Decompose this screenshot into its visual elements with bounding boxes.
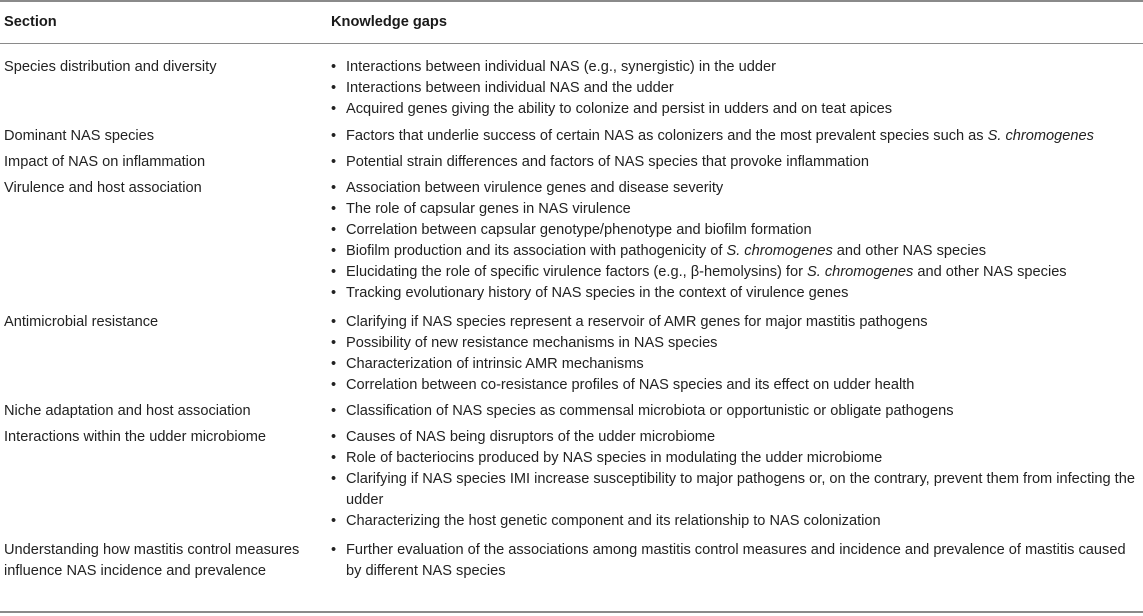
knowledge-gaps-list xyxy=(330,401,1142,422)
section-cell: Understanding how mastitis control measures influence NAS incidence and prevalence xyxy=(4,542,300,579)
knowledge-gap-text: Role of bacteriocins produced by NAS species in modulating the udder microbiome xyxy=(346,450,883,466)
knowledge-gap-item xyxy=(330,262,1142,283)
knowledge-gap-item xyxy=(330,354,1142,375)
knowledge-gaps-list xyxy=(330,427,1142,532)
knowledge-gaps-list xyxy=(330,152,1142,173)
bullet-icon: • xyxy=(331,101,337,117)
bullet-icon: • xyxy=(331,356,337,372)
knowledge-gap-text: Causes of NAS being disruptors of the udder microbiome xyxy=(346,429,716,445)
section-cell: Impact of NAS on inflammation xyxy=(4,154,206,170)
knowledge-gap-item xyxy=(330,78,1142,99)
knowledge-gap-text: Potential strain differences and factors of NAS species that provoke inflammation xyxy=(346,154,869,170)
bullet-icon: • xyxy=(331,471,337,487)
section-cell: Niche adaptation and host association xyxy=(4,403,251,419)
knowledge-gaps-list xyxy=(330,540,1142,582)
knowledge-gap-text: Further evaluation of the associations among mastitis control measures and incidence and prevalence of mastitis caused by different NAS species xyxy=(346,542,1126,579)
bullet-icon: • xyxy=(331,335,337,351)
section-cell: Species distribution and diversity xyxy=(4,59,217,75)
bullet-icon: • xyxy=(331,59,337,75)
knowledge-gap-text: Interactions between individual NAS (e.g., synergistic) in the udder xyxy=(346,59,776,75)
knowledge-gaps-list xyxy=(330,57,1142,120)
bullet-icon: • xyxy=(331,314,337,330)
table-bottom-rule xyxy=(0,611,1143,613)
knowledge-gap-item xyxy=(330,427,1142,448)
knowledge-gap-item xyxy=(330,178,1142,199)
knowledge-gap-item xyxy=(330,469,1142,511)
knowledge-gap-text: Tracking evolutionary history of NAS species in the context of virulence genes xyxy=(346,285,849,301)
knowledge-gap-text: Correlation between co-resistance profiles of NAS species and its effect on udder health xyxy=(346,377,915,393)
knowledge-gaps-list xyxy=(330,126,1142,147)
knowledge-gaps-list xyxy=(330,312,1142,396)
knowledge-gap-item xyxy=(330,540,1142,582)
knowledge-gap-item xyxy=(330,126,1142,147)
section-cell: Interactions within the udder microbiome xyxy=(4,429,267,445)
knowledge-gap-text: Classification of NAS species as commensal microbiota or opportunistic or obligate pathogens xyxy=(346,403,954,419)
bullet-icon: • xyxy=(331,80,337,96)
bullet-icon: • xyxy=(331,377,337,393)
column-header-section: Section xyxy=(4,14,57,30)
knowledge-gap-text: Possibility of new resistance mechanisms in NAS species xyxy=(346,335,718,351)
bullet-icon: • xyxy=(331,243,337,259)
knowledge-gap-item xyxy=(330,241,1142,262)
knowledge-gap-item xyxy=(330,283,1142,304)
bullet-icon: • xyxy=(331,429,337,445)
bullet-icon: • xyxy=(331,222,337,238)
section-cell: Antimicrobial resistance xyxy=(4,314,159,330)
knowledge-gap-text: The role of capsular genes in NAS virulence xyxy=(346,201,631,217)
knowledge-gap-item xyxy=(330,199,1142,220)
knowledge-gap-item xyxy=(330,448,1142,469)
knowledge-gap-text: Elucidating the role of specific virulence factors (e.g., β-hemolysins) for S. chromogenes and other NAS species xyxy=(346,264,1067,280)
table-top-rule xyxy=(0,0,1143,2)
bullet-icon: • xyxy=(331,542,337,558)
bullet-icon: • xyxy=(331,180,337,196)
knowledge-gap-text: Characterization of intrinsic AMR mechanisms xyxy=(346,356,644,372)
knowledge-gap-item xyxy=(330,401,1142,422)
knowledge-gap-text: Factors that underlie success of certain NAS as colonizers and the most prevalent species such as S. chromogenes xyxy=(346,128,1094,144)
knowledge-gap-text: Characterizing the host genetic component and its relationship to NAS colonization xyxy=(346,513,881,529)
bullet-icon: • xyxy=(331,513,337,529)
bullet-icon: • xyxy=(331,450,337,466)
column-header-knowledge-gaps: Knowledge gaps xyxy=(331,14,447,30)
knowledge-gap-text: Correlation between capsular genotype/phenotype and biofilm formation xyxy=(346,222,812,238)
knowledge-gap-text: Clarifying if NAS species IMI increase susceptibility to major pathogens or, on the contrary, prevent them from infecting the udder xyxy=(346,471,1135,508)
section-cell: Virulence and host association xyxy=(4,180,202,196)
knowledge-gap-item xyxy=(330,333,1142,354)
knowledge-gap-item xyxy=(330,312,1142,333)
bullet-icon: • xyxy=(331,201,337,217)
bullet-icon: • xyxy=(331,154,337,170)
section-cell: Dominant NAS species xyxy=(4,128,155,144)
knowledge-gap-item xyxy=(330,99,1142,120)
bullet-icon: • xyxy=(331,285,337,301)
knowledge-gap-item xyxy=(330,375,1142,396)
knowledge-gaps-list xyxy=(330,178,1142,304)
knowledge-gap-text: Interactions between individual NAS and the udder xyxy=(346,80,674,96)
knowledge-gap-text: Acquired genes giving the ability to colonize and persist in udders and on teat apices xyxy=(346,101,892,117)
knowledge-gap-item xyxy=(330,511,1142,532)
knowledge-gap-item xyxy=(330,57,1142,78)
knowledge-gap-text: Association between virulence genes and disease severity xyxy=(346,180,724,196)
knowledge-gap-item xyxy=(330,220,1142,241)
knowledge-gap-text: Biofilm production and its association with pathogenicity of S. chromogenes and other NAS species xyxy=(346,243,987,259)
bullet-icon: • xyxy=(331,128,337,144)
bullet-icon: • xyxy=(331,403,337,419)
knowledge-gap-text: Clarifying if NAS species represent a reservoir of AMR genes for major mastitis pathogens xyxy=(346,314,928,330)
knowledge-gap-item xyxy=(330,152,1142,173)
bullet-icon: • xyxy=(331,264,337,280)
table-header-rule xyxy=(0,43,1143,44)
